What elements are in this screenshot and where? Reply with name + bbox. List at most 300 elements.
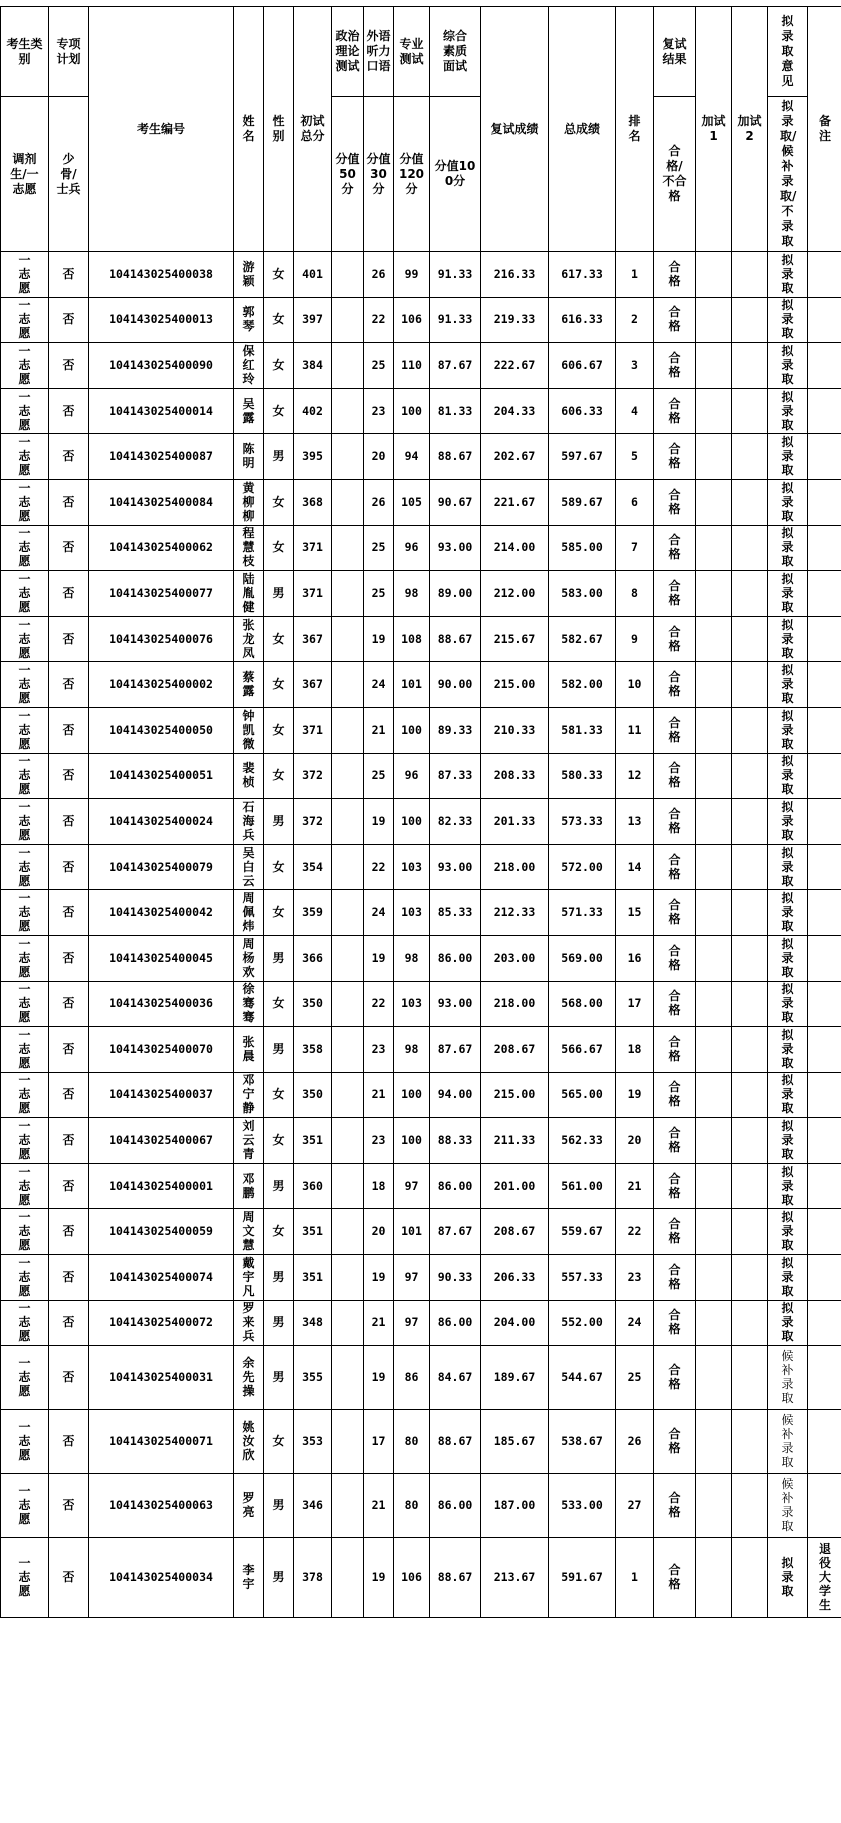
cell-special-plan-text: 否 [62,403,75,418]
cell-gender [264,1538,294,1618]
header-special-plan-sub: 少骨/士兵 [49,97,89,252]
cell-extra1 [696,616,732,662]
cell-interview [430,890,481,936]
cell-extra1 [696,1346,732,1410]
cell-name [234,1300,264,1346]
cell-interview-text: 90.00 [437,677,473,692]
cell-interview [430,799,481,845]
cell-initial-total [294,571,332,617]
cell-rank [616,571,654,617]
cell-extra2 [732,1118,768,1164]
cell-extra1 [696,252,732,298]
cell-foreign-lang [364,388,394,434]
cell-professional-text: 98 [404,950,419,965]
cell-exam-id [89,434,234,480]
header-category-sub: 调剂生/一志愿 [1,97,49,252]
cell-total-score-text: 568.00 [561,996,603,1011]
cell-gender-text: 男 [272,1269,285,1284]
cell-retest-score-text: 216.33 [493,266,536,281]
cell-special-plan [49,1209,89,1255]
cell-category-text: 一志愿 [18,1301,31,1344]
cell-gender-text: 男 [272,1178,285,1193]
cell-total-score [549,343,616,389]
cell-retest-result-text: 合格 [668,624,681,653]
cell-retest-result-text: 合格 [668,259,681,288]
cell-rank-text: 17 [627,996,642,1011]
cell-category [1,1027,49,1073]
cell-foreign-lang [364,1538,394,1618]
cell-total-score-text: 589.67 [561,494,603,509]
cell-admission [768,388,808,434]
cell-retest-result [654,981,696,1027]
cell-remarks [808,844,841,890]
cell-remarks [808,388,841,434]
cell-politics [332,799,364,845]
cell-retest-score [481,1118,549,1164]
cell-exam-id [89,388,234,434]
cell-initial-total-text: 368 [302,494,323,509]
cell-exam-id [89,707,234,753]
cell-admission [768,1346,808,1410]
cell-total-score-text: 562.33 [561,1133,603,1148]
cell-exam-id [89,479,234,525]
cell-retest-score [481,434,549,480]
cell-name [234,981,264,1027]
cell-interview [430,1118,481,1164]
cell-category [1,1346,49,1410]
cell-politics [332,1410,364,1474]
cell-retest-result-text: 合格 [668,989,681,1018]
cell-interview [430,1474,481,1538]
table-row [1,1474,841,1538]
cell-name [234,1538,264,1618]
cell-special-plan [49,252,89,298]
header-exam-id: 考生编号 [89,7,234,252]
cell-rank [616,1255,654,1301]
cell-exam-id [89,1118,234,1164]
cell-admission-text: 候补录取 [781,1477,794,1534]
cell-exam-id [89,890,234,936]
cell-rank-text: 14 [627,859,642,874]
cell-rank [616,1538,654,1618]
header-professional-sub: 分值120分 [394,97,430,252]
cell-retest-result [654,707,696,753]
cell-gender-text: 男 [272,1370,285,1385]
cell-politics [332,252,364,298]
header-gender: 性别 [264,7,294,252]
cell-foreign-lang-text: 22 [371,859,386,874]
cell-category-text: 一志愿 [18,845,31,888]
cell-name-text: 周文慧 [242,1210,255,1253]
header-rank: 排名 [616,7,654,252]
header-interview: 综合素质面试 [430,7,481,97]
cell-extra1 [696,981,732,1027]
cell-foreign-lang [364,1027,394,1073]
cell-retest-result-text: 合格 [668,396,681,425]
cell-foreign-lang-text: 23 [371,1041,386,1056]
cell-rank [616,935,654,981]
cell-category [1,1410,49,1474]
cell-extra2 [732,844,768,890]
cell-total-score-text: 569.00 [561,950,603,965]
cell-name-text: 郭琴 [242,305,255,334]
cell-category [1,297,49,343]
cell-extra2 [732,571,768,617]
table-row [1,1538,841,1618]
cell-gender [264,707,294,753]
cell-retest-score [481,799,549,845]
cell-retest-score [481,753,549,799]
cell-professional [394,935,430,981]
cell-foreign-lang-text: 23 [371,403,386,418]
cell-remarks [808,1346,841,1410]
cell-initial-total [294,1163,332,1209]
header-extra1: 加试1 [696,7,732,252]
cell-retest-result [654,1410,696,1474]
cell-special-plan [49,753,89,799]
cell-initial-total-text: 367 [302,677,323,692]
cell-admission [768,252,808,298]
cell-foreign-lang-text: 26 [371,266,386,281]
cell-professional [394,753,430,799]
cell-name-text: 余先操 [242,1356,255,1399]
cell-special-plan [49,799,89,845]
cell-name-text: 邓鹏 [242,1171,255,1200]
cell-exam-id [89,252,234,298]
cell-total-score-text: 533.00 [561,1498,603,1513]
cell-professional [394,343,430,389]
cell-interview [430,388,481,434]
cell-remarks [808,753,841,799]
cell-foreign-lang [364,1072,394,1118]
cell-exam-id-text: 104143025400050 [109,722,213,737]
cell-remarks [808,935,841,981]
cell-total-score-text: 582.67 [561,631,603,646]
cell-rank-text: 10 [627,677,642,692]
cell-total-score-text: 583.00 [561,585,603,600]
cell-initial-total [294,434,332,480]
cell-name-text: 保红玲 [242,343,255,386]
cell-professional-text: 99 [404,266,419,281]
cell-interview-text: 87.67 [437,1041,473,1056]
cell-admission-text: 拟录取 [781,1210,794,1253]
cell-special-plan [49,890,89,936]
header-remarks: 备注 [808,7,841,252]
cell-name-text: 邓宁静 [242,1073,255,1116]
cell-exam-id [89,799,234,845]
cell-name [234,1072,264,1118]
cell-foreign-lang-text: 25 [371,768,386,783]
cell-foreign-lang-text: 18 [371,1178,386,1193]
cell-retest-score [481,297,549,343]
cell-admission [768,844,808,890]
cell-professional-text: 106 [401,312,422,327]
cell-category [1,479,49,525]
cell-professional-text: 100 [401,722,422,737]
cell-remarks [808,707,841,753]
cell-rank [616,1163,654,1209]
cell-foreign-lang [364,434,394,480]
cell-retest-result-text: 合格 [668,1126,681,1155]
cell-foreign-lang-text: 22 [371,996,386,1011]
cell-category-text: 一志愿 [18,1119,31,1162]
table-row [1,1255,841,1301]
cell-exam-id [89,1300,234,1346]
cell-politics [332,753,364,799]
table-row [1,1118,841,1164]
cell-category-text: 一志愿 [18,343,31,386]
cell-retest-result-text: 合格 [668,1427,681,1456]
cell-professional [394,1027,430,1073]
cell-interview-text: 93.00 [437,540,473,555]
cell-name [234,434,264,480]
cell-admission-text: 拟录取 [781,708,794,751]
cell-politics [332,1209,364,1255]
cell-category-text: 一志愿 [18,708,31,751]
cell-interview-text: 86.00 [437,950,473,965]
cell-politics [332,571,364,617]
cell-extra1 [696,1255,732,1301]
cell-extra1 [696,343,732,389]
cell-remarks [808,1300,841,1346]
header-professional: 专业测试 [394,7,430,97]
cell-extra1 [696,1118,732,1164]
cell-retest-score-text: 214.00 [493,540,536,555]
cell-admission-text: 拟录取 [781,480,794,523]
cell-exam-id-text: 104143025400036 [109,996,213,1011]
cell-professional [394,1255,430,1301]
cell-retest-score-text: 208.67 [493,1224,536,1239]
cell-retest-result-text: 合格 [668,806,681,835]
cell-politics [332,1255,364,1301]
cell-category-text: 一志愿 [18,799,31,842]
cell-admission [768,753,808,799]
cell-interview [430,1346,481,1410]
cell-professional [394,479,430,525]
cell-name-text: 戴宇凡 [242,1255,255,1298]
cell-retest-score-text: 201.33 [493,813,536,828]
cell-retest-result [654,753,696,799]
cell-retest-result-text: 合格 [668,533,681,562]
cell-extra1 [696,571,732,617]
cell-exam-id [89,753,234,799]
cell-extra2 [732,343,768,389]
cell-professional-text: 100 [401,813,422,828]
cell-exam-id [89,1027,234,1073]
header-total-score: 总成绩 [549,7,616,252]
cell-initial-total-text: 358 [302,1041,323,1056]
cell-name-text: 蔡露 [242,670,255,699]
cell-politics [332,1474,364,1538]
cell-interview-text: 87.67 [437,357,473,372]
cell-gender-text: 男 [272,585,285,600]
cell-interview [430,297,481,343]
cell-retest-result [654,1346,696,1410]
cell-gender-text: 女 [272,494,285,509]
cell-initial-total-text: 353 [302,1434,323,1449]
cell-interview [430,753,481,799]
cell-foreign-lang-text: 24 [371,677,386,692]
cell-initial-total [294,753,332,799]
cell-retest-score-text: 189.67 [493,1370,536,1385]
cell-rank-text: 27 [627,1498,642,1513]
cell-gender [264,753,294,799]
cell-name-text: 陆胤健 [242,571,255,614]
cell-exam-id [89,297,234,343]
cell-category [1,388,49,434]
cell-retest-result-text: 合格 [668,1308,681,1337]
cell-retest-score [481,1538,549,1618]
cell-retest-result [654,844,696,890]
cell-exam-id-text: 104143025400067 [109,1133,213,1148]
cell-remarks [808,890,841,936]
cell-rank [616,525,654,571]
cell-retest-result-text: 合格 [668,305,681,334]
cell-total-score-text: 616.33 [561,312,603,327]
cell-remarks [808,662,841,708]
cell-total-score-text: 573.33 [561,813,603,828]
cell-rank [616,981,654,1027]
cell-remarks-text: 退役大学生 [818,1542,831,1613]
cell-foreign-lang [364,1163,394,1209]
cell-exam-id-text: 104143025400034 [109,1570,213,1585]
cell-professional-text: 97 [404,1315,419,1330]
cell-interview-text: 91.33 [437,312,473,327]
cell-name-text: 吴露 [242,396,255,425]
cell-category-text: 一志愿 [18,936,31,979]
cell-politics [332,297,364,343]
cell-admission [768,1538,808,1618]
header-politics: 政治理论测试 [332,7,364,97]
cell-gender [264,252,294,298]
cell-special-plan [49,1474,89,1538]
cell-exam-id [89,981,234,1027]
cell-exam-id [89,343,234,389]
cell-special-plan-text: 否 [62,449,75,464]
cell-gender [264,935,294,981]
cell-extra2 [732,935,768,981]
cell-remarks [808,434,841,480]
cell-admission-text: 拟录取 [781,1027,794,1070]
cell-initial-total [294,616,332,662]
cell-gender [264,844,294,890]
header-politics-sub: 分值50分 [332,97,364,252]
cell-interview [430,571,481,617]
cell-retest-score-text: 187.00 [493,1498,536,1513]
cell-category-text: 一志愿 [18,1420,31,1463]
table-row [1,1027,841,1073]
cell-category [1,1538,49,1618]
cell-category [1,434,49,480]
cell-gender [264,1474,294,1538]
cell-professional [394,1163,430,1209]
cell-special-plan-text: 否 [62,1041,75,1056]
cell-exam-id-text: 104143025400001 [109,1178,213,1193]
cell-foreign-lang-text: 19 [371,631,386,646]
cell-retest-score [481,935,549,981]
cell-name [234,1027,264,1073]
cell-rank [616,707,654,753]
cell-extra1 [696,662,732,708]
cell-professional-text: 101 [401,677,422,692]
cell-retest-result [654,890,696,936]
cell-extra1 [696,1474,732,1538]
cell-gender-text: 男 [272,1315,285,1330]
cell-exam-id-text: 104143025400084 [109,494,213,509]
cell-admission-text: 拟录取 [781,252,794,295]
cell-foreign-lang-text: 25 [371,585,386,600]
cell-rank-text: 1 [631,266,638,281]
cell-gender-text: 男 [272,1570,285,1585]
cell-professional-text: 94 [404,449,419,464]
cell-special-plan-text: 否 [62,1087,75,1102]
header-retest-result: 复试结果 [654,7,696,97]
cell-retest-score [481,981,549,1027]
cell-extra2 [732,1255,768,1301]
cell-retest-score-text: 203.00 [493,950,536,965]
cell-name [234,616,264,662]
cell-foreign-lang-text: 23 [371,1133,386,1148]
cell-special-plan-text: 否 [62,494,75,509]
cell-gender [264,343,294,389]
cell-gender-text: 女 [272,722,285,737]
cell-category [1,525,49,571]
cell-interview-text: 82.33 [437,813,473,828]
cell-special-plan-text: 否 [62,266,75,281]
cell-interview [430,844,481,890]
cell-initial-total-text: 350 [302,996,323,1011]
cell-category-text: 一志愿 [18,1210,31,1253]
cell-rank-text: 11 [627,722,642,737]
cell-foreign-lang-text: 17 [371,1434,386,1449]
cell-name-text: 李宇 [242,1563,255,1592]
cell-rank-text: 20 [627,1133,642,1148]
cell-retest-score [481,844,549,890]
cell-admission-text: 拟录取 [781,754,794,797]
cell-initial-total-text: 372 [302,768,323,783]
cell-interview [430,1072,481,1118]
cell-special-plan [49,1538,89,1618]
cell-gender [264,799,294,845]
cell-professional [394,1300,430,1346]
cell-category [1,343,49,389]
cell-name-text: 黄柳柳 [242,480,255,523]
cell-retest-score-text: 218.00 [493,996,536,1011]
cell-special-plan [49,388,89,434]
cell-retest-result-text: 合格 [668,1262,681,1291]
cell-interview-text: 84.67 [437,1370,473,1385]
cell-exam-id-text: 104143025400071 [109,1434,213,1449]
cell-retest-result [654,1538,696,1618]
cell-exam-id-text: 104143025400045 [109,950,213,965]
cell-admission-text: 拟录取 [781,799,794,842]
table-row [1,1346,841,1410]
cell-extra1 [696,935,732,981]
cell-exam-id [89,616,234,662]
cell-retest-score-text: 215.67 [493,631,536,646]
cell-category [1,1300,49,1346]
cell-remarks [808,343,841,389]
cell-admission [768,935,808,981]
cell-professional [394,1118,430,1164]
cell-interview-text: 86.00 [437,1315,473,1330]
cell-extra2 [732,981,768,1027]
cell-initial-total [294,935,332,981]
cell-foreign-lang [364,1255,394,1301]
cell-total-score [549,1255,616,1301]
cell-special-plan-text: 否 [62,1224,75,1239]
cell-retest-score [481,1474,549,1538]
